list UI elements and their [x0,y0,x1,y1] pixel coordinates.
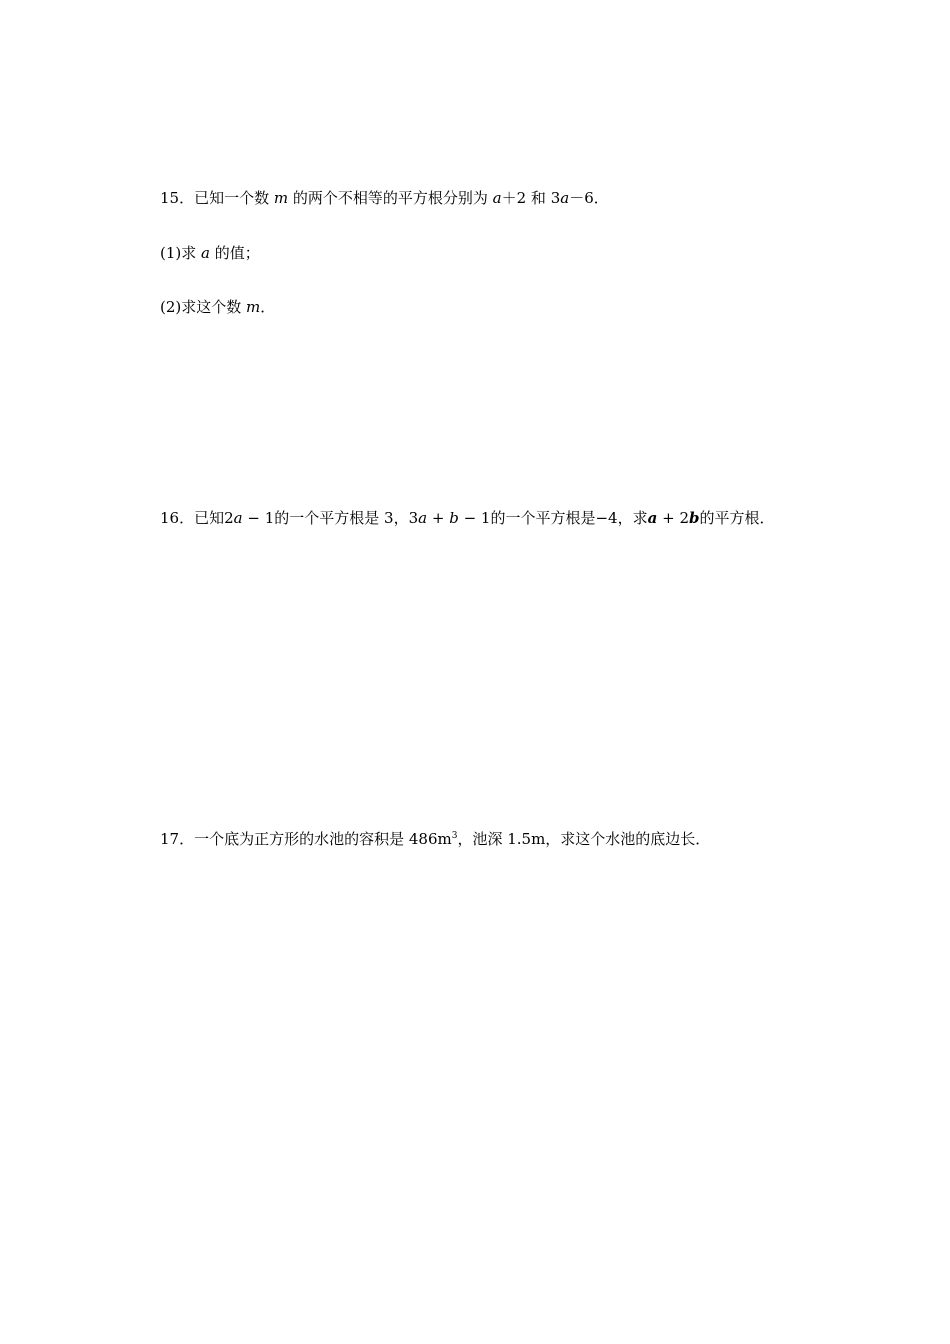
math-variable: m [273,189,289,207]
math-expression: − 1 [458,509,491,527]
question-17 [160,829,710,849]
part-text: ． [260,298,276,316]
math-number: 3 [408,509,419,527]
math-variable: a [647,509,658,527]
question-15-part-1 [160,243,260,263]
question-16 [160,508,775,528]
math-variable: m [246,298,261,316]
math-variable: a [492,189,502,207]
math-variable: b [689,509,700,527]
question-number: 15． [160,189,195,207]
question-text: ＋2 和 3 [501,189,561,207]
part-text: 的值； [209,244,260,262]
question-text: ，池深 1.5m，求这个水池的底边长． [457,830,711,848]
question-number: 16． [160,509,195,527]
math-variable: a [201,244,210,262]
math-variable: a [560,189,570,207]
question-text: 的平方根． [699,509,775,527]
question-15 [160,188,609,208]
question-text: 的一个平方根是 [490,509,596,527]
math-expression: −4 [595,509,618,527]
question-text: 的两个不相等的平方根分别为 [288,189,493,207]
superscript: 3 [451,831,458,841]
question-text: 已知 [194,509,225,527]
question-text: 的一个平方根是 3， [274,509,409,527]
question-number: 17． [160,830,195,848]
question-text: －6． [569,189,609,207]
math-number: 2 [224,509,234,527]
math-expression: − 1 [242,509,275,527]
math-variable: a [233,509,243,527]
question-15-part-2 [160,297,275,317]
part-text: (1)求 [160,244,202,262]
part-text: (2)求这个数 [160,298,247,316]
math-variable: b [449,509,459,527]
math-operator: + 2 [657,509,689,527]
math-variable: a [418,509,428,527]
question-text: 已知一个数 [194,189,274,207]
question-text: 一个底为正方形的水池的容积是 486m [194,830,452,848]
question-text: ，求 [617,509,648,527]
math-operator: + [427,509,450,527]
